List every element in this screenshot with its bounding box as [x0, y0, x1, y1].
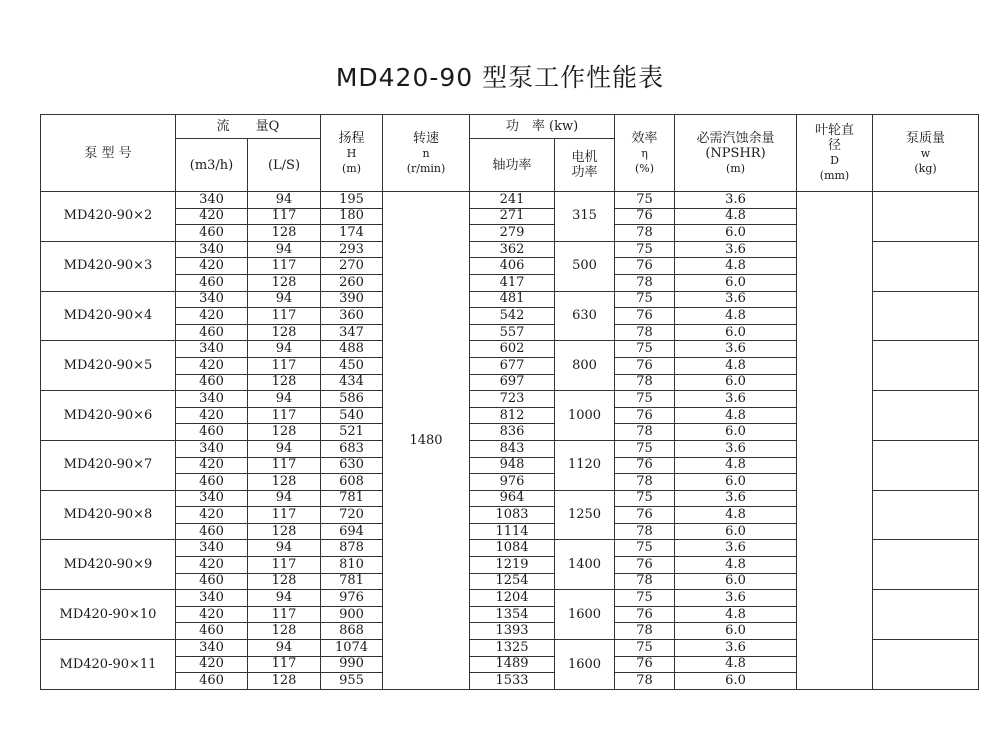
header-impeller: 叶轮直径 D (mm) [797, 115, 873, 192]
flow-m3h-cell: 420 [176, 407, 248, 424]
flow-m3h-cell: 340 [176, 341, 248, 358]
flow-ls-cell: 117 [248, 208, 321, 225]
flow-ls-cell: 117 [248, 407, 321, 424]
npshr-cell: 4.8 [675, 407, 797, 424]
shaft-power-cell: 557 [470, 324, 555, 341]
efficiency-cell: 75 [615, 640, 675, 657]
shaft-power-cell: 1083 [470, 507, 555, 524]
flow-ls-cell: 94 [248, 291, 321, 308]
flow-ls-cell: 117 [248, 507, 321, 524]
head-cell: 630 [321, 457, 383, 474]
efficiency-cell: 78 [615, 424, 675, 441]
page-title: MD420-90 型泵工作性能表 [335, 63, 665, 92]
flow-ls-cell: 128 [248, 623, 321, 640]
efficiency-cell: 76 [615, 606, 675, 623]
shaft-power-cell: 697 [470, 374, 555, 391]
head-cell: 781 [321, 573, 383, 590]
mass-cell [873, 440, 979, 490]
header-flow-m3h: (m3/h) [176, 139, 248, 192]
model-cell: MD420-90×7 [41, 440, 176, 490]
efficiency-cell: 75 [615, 440, 675, 457]
header-head: 扬程 H (m) [321, 115, 383, 192]
npshr-cell: 3.6 [675, 490, 797, 507]
npshr-cell: 3.6 [675, 640, 797, 657]
performance-table [40, 114, 979, 690]
efficiency-cell: 78 [615, 474, 675, 491]
efficiency-cell: 78 [615, 523, 675, 540]
shaft-power-cell: 1393 [470, 623, 555, 640]
flow-m3h-cell: 420 [176, 357, 248, 374]
shaft-power-cell: 677 [470, 357, 555, 374]
mass-cell [873, 192, 979, 242]
npshr-cell: 4.8 [675, 457, 797, 474]
head-cell: 360 [321, 308, 383, 325]
model-cell: MD420-90×5 [41, 341, 176, 391]
flow-ls-cell: 94 [248, 391, 321, 408]
flow-ls-cell: 128 [248, 274, 321, 291]
npshr-cell: 6.0 [675, 673, 797, 690]
flow-ls-cell: 94 [248, 590, 321, 607]
efficiency-cell: 76 [615, 308, 675, 325]
flow-m3h-cell: 460 [176, 623, 248, 640]
npshr-cell: 3.6 [675, 540, 797, 557]
head-cell: 976 [321, 590, 383, 607]
npshr-cell: 6.0 [675, 623, 797, 640]
motor-power-cell: 500 [555, 241, 615, 291]
efficiency-cell: 78 [615, 225, 675, 242]
efficiency-cell: 78 [615, 673, 675, 690]
head-cell: 450 [321, 357, 383, 374]
efficiency-cell: 76 [615, 208, 675, 225]
motor-power-cell: 1120 [555, 440, 615, 490]
head-cell: 608 [321, 474, 383, 491]
efficiency-cell: 75 [615, 391, 675, 408]
shaft-power-cell: 843 [470, 440, 555, 457]
head-cell: 990 [321, 656, 383, 673]
efficiency-cell: 76 [615, 357, 675, 374]
flow-m3h-cell: 420 [176, 656, 248, 673]
npshr-cell: 6.0 [675, 523, 797, 540]
npshr-cell: 6.0 [675, 324, 797, 341]
npshr-cell: 6.0 [675, 573, 797, 590]
shaft-power-cell: 279 [470, 225, 555, 242]
mass-cell [873, 391, 979, 441]
efficiency-cell: 75 [615, 590, 675, 607]
flow-m3h-cell: 420 [176, 258, 248, 275]
model-cell: MD420-90×8 [41, 490, 176, 540]
flow-m3h-cell: 460 [176, 374, 248, 391]
npshr-cell: 4.8 [675, 656, 797, 673]
header-speed: 转速 n (r/min) [383, 115, 470, 192]
head-cell: 270 [321, 258, 383, 275]
shaft-power-cell: 1354 [470, 606, 555, 623]
efficiency-cell: 75 [615, 241, 675, 258]
npshr-cell: 3.6 [675, 391, 797, 408]
efficiency-cell: 75 [615, 540, 675, 557]
head-cell: 195 [321, 192, 383, 209]
efficiency-cell: 76 [615, 258, 675, 275]
npshr-cell: 3.6 [675, 440, 797, 457]
efficiency-cell: 75 [615, 192, 675, 209]
flow-m3h-cell: 340 [176, 391, 248, 408]
flow-ls-cell: 117 [248, 357, 321, 374]
header-flow-ls: (L/S) [248, 139, 321, 192]
head-cell: 683 [321, 440, 383, 457]
flow-ls-cell: 128 [248, 573, 321, 590]
flow-ls-cell: 94 [248, 341, 321, 358]
npshr-cell: 4.8 [675, 606, 797, 623]
flow-ls-cell: 117 [248, 258, 321, 275]
head-cell: 174 [321, 225, 383, 242]
efficiency-cell: 78 [615, 573, 675, 590]
npshr-cell: 3.6 [675, 590, 797, 607]
shaft-power-cell: 1325 [470, 640, 555, 657]
head-cell: 1074 [321, 640, 383, 657]
mass-cell [873, 540, 979, 590]
model-cell: MD420-90×3 [41, 241, 176, 291]
npshr-cell: 4.8 [675, 557, 797, 574]
motor-power-cell: 315 [555, 192, 615, 242]
head-cell: 720 [321, 507, 383, 524]
header-mass: 泵质量 w (kg) [873, 115, 979, 192]
shaft-power-cell: 836 [470, 424, 555, 441]
shaft-power-cell: 976 [470, 474, 555, 491]
npshr-cell: 4.8 [675, 308, 797, 325]
head-cell: 540 [321, 407, 383, 424]
efficiency-cell: 75 [615, 291, 675, 308]
flow-m3h-cell: 420 [176, 457, 248, 474]
head-cell: 586 [321, 391, 383, 408]
header-motor-power: 电机功率 [555, 139, 615, 192]
motor-power-cell: 630 [555, 291, 615, 341]
efficiency-cell: 76 [615, 507, 675, 524]
head-cell: 868 [321, 623, 383, 640]
flow-ls-cell: 94 [248, 192, 321, 209]
motor-power-cell: 1600 [555, 590, 615, 640]
flow-ls-cell: 128 [248, 324, 321, 341]
npshr-cell: 3.6 [675, 291, 797, 308]
mass-cell [873, 241, 979, 291]
header-efficiency: 效率 η (%) [615, 115, 675, 192]
npshr-cell: 4.8 [675, 507, 797, 524]
mass-cell [873, 590, 979, 640]
header-shaft-power: 轴功率 [470, 139, 555, 192]
head-cell: 878 [321, 540, 383, 557]
model-cell: MD420-90×9 [41, 540, 176, 590]
npshr-cell: 4.8 [675, 258, 797, 275]
flow-m3h-cell: 340 [176, 590, 248, 607]
model-cell: MD420-90×4 [41, 291, 176, 341]
shaft-power-cell: 1084 [470, 540, 555, 557]
shaft-power-cell: 602 [470, 341, 555, 358]
head-cell: 260 [321, 274, 383, 291]
head-cell: 390 [321, 291, 383, 308]
shaft-power-cell: 542 [470, 308, 555, 325]
header-model: 泵 型 号 [41, 115, 176, 192]
motor-power-cell: 800 [555, 341, 615, 391]
flow-m3h-cell: 420 [176, 308, 248, 325]
efficiency-cell: 78 [615, 374, 675, 391]
flow-m3h-cell: 340 [176, 291, 248, 308]
efficiency-cell: 76 [615, 457, 675, 474]
efficiency-cell: 78 [615, 324, 675, 341]
shaft-power-cell: 417 [470, 274, 555, 291]
flow-ls-cell: 117 [248, 457, 321, 474]
flow-m3h-cell: 460 [176, 274, 248, 291]
npshr-cell: 6.0 [675, 424, 797, 441]
head-cell: 488 [321, 341, 383, 358]
shaft-power-cell: 948 [470, 457, 555, 474]
model-cell: MD420-90×11 [41, 640, 176, 690]
head-cell: 293 [321, 241, 383, 258]
motor-power-cell: 1400 [555, 540, 615, 590]
flow-m3h-cell: 340 [176, 640, 248, 657]
flow-ls-cell: 94 [248, 640, 321, 657]
speed-cell: 1480 [383, 192, 470, 690]
shaft-power-cell: 1114 [470, 523, 555, 540]
head-cell: 180 [321, 208, 383, 225]
shaft-power-cell: 723 [470, 391, 555, 408]
flow-m3h-cell: 460 [176, 424, 248, 441]
flow-ls-cell: 128 [248, 374, 321, 391]
flow-m3h-cell: 460 [176, 673, 248, 690]
shaft-power-cell: 1204 [470, 590, 555, 607]
flow-ls-cell: 117 [248, 606, 321, 623]
model-cell: MD420-90×2 [41, 192, 176, 242]
flow-ls-cell: 117 [248, 656, 321, 673]
flow-m3h-cell: 460 [176, 225, 248, 242]
npshr-cell: 3.6 [675, 241, 797, 258]
flow-ls-cell: 128 [248, 424, 321, 441]
npshr-cell: 6.0 [675, 474, 797, 491]
npshr-cell: 6.0 [675, 225, 797, 242]
head-cell: 955 [321, 673, 383, 690]
motor-power-cell: 1000 [555, 391, 615, 441]
npshr-cell: 6.0 [675, 274, 797, 291]
flow-ls-cell: 128 [248, 523, 321, 540]
header-npshr: 必需汽蚀余量(NPSHR) (m) [675, 115, 797, 192]
shaft-power-cell: 481 [470, 291, 555, 308]
flow-m3h-cell: 460 [176, 573, 248, 590]
head-cell: 810 [321, 557, 383, 574]
shaft-power-cell: 1254 [470, 573, 555, 590]
npshr-cell: 3.6 [675, 341, 797, 358]
flow-ls-cell: 128 [248, 225, 321, 242]
npshr-cell: 4.8 [675, 357, 797, 374]
flow-m3h-cell: 340 [176, 241, 248, 258]
motor-power-cell: 1600 [555, 640, 615, 690]
head-cell: 781 [321, 490, 383, 507]
flow-m3h-cell: 340 [176, 440, 248, 457]
shaft-power-cell: 362 [470, 241, 555, 258]
npshr-cell: 6.0 [675, 374, 797, 391]
shaft-power-cell: 1219 [470, 557, 555, 574]
table-row [41, 192, 979, 209]
header-flow: 流 量Q [176, 115, 321, 139]
npshr-cell: 3.6 [675, 192, 797, 209]
flow-m3h-cell: 420 [176, 208, 248, 225]
shaft-power-cell: 271 [470, 208, 555, 225]
head-cell: 434 [321, 374, 383, 391]
efficiency-cell: 75 [615, 341, 675, 358]
shaft-power-cell: 812 [470, 407, 555, 424]
npshr-cell: 4.8 [675, 208, 797, 225]
flow-ls-cell: 94 [248, 440, 321, 457]
mass-cell [873, 291, 979, 341]
flow-m3h-cell: 420 [176, 606, 248, 623]
efficiency-cell: 76 [615, 557, 675, 574]
efficiency-cell: 78 [615, 274, 675, 291]
flow-ls-cell: 117 [248, 308, 321, 325]
mass-cell [873, 490, 979, 540]
header-power: 功 率 (kw) [470, 115, 615, 139]
flow-ls-cell: 94 [248, 490, 321, 507]
head-cell: 694 [321, 523, 383, 540]
efficiency-cell: 75 [615, 490, 675, 507]
efficiency-cell: 78 [615, 623, 675, 640]
impeller-cell [797, 192, 873, 690]
efficiency-cell: 76 [615, 407, 675, 424]
model-cell: MD420-90×10 [41, 590, 176, 640]
flow-m3h-cell: 460 [176, 324, 248, 341]
flow-ls-cell: 94 [248, 241, 321, 258]
efficiency-cell: 76 [615, 656, 675, 673]
shaft-power-cell: 1533 [470, 673, 555, 690]
mass-cell [873, 341, 979, 391]
flow-ls-cell: 94 [248, 540, 321, 557]
mass-cell [873, 640, 979, 690]
flow-m3h-cell: 460 [176, 474, 248, 491]
flow-m3h-cell: 340 [176, 192, 248, 209]
flow-ls-cell: 117 [248, 557, 321, 574]
shaft-power-cell: 406 [470, 258, 555, 275]
head-cell: 521 [321, 424, 383, 441]
shaft-power-cell: 964 [470, 490, 555, 507]
flow-m3h-cell: 420 [176, 557, 248, 574]
flow-m3h-cell: 460 [176, 523, 248, 540]
shaft-power-cell: 241 [470, 192, 555, 209]
flow-ls-cell: 128 [248, 673, 321, 690]
flow-m3h-cell: 340 [176, 490, 248, 507]
flow-ls-cell: 128 [248, 474, 321, 491]
head-cell: 900 [321, 606, 383, 623]
model-cell: MD420-90×6 [41, 391, 176, 441]
motor-power-cell: 1250 [555, 490, 615, 540]
flow-m3h-cell: 340 [176, 540, 248, 557]
head-cell: 347 [321, 324, 383, 341]
flow-m3h-cell: 420 [176, 507, 248, 524]
shaft-power-cell: 1489 [470, 656, 555, 673]
